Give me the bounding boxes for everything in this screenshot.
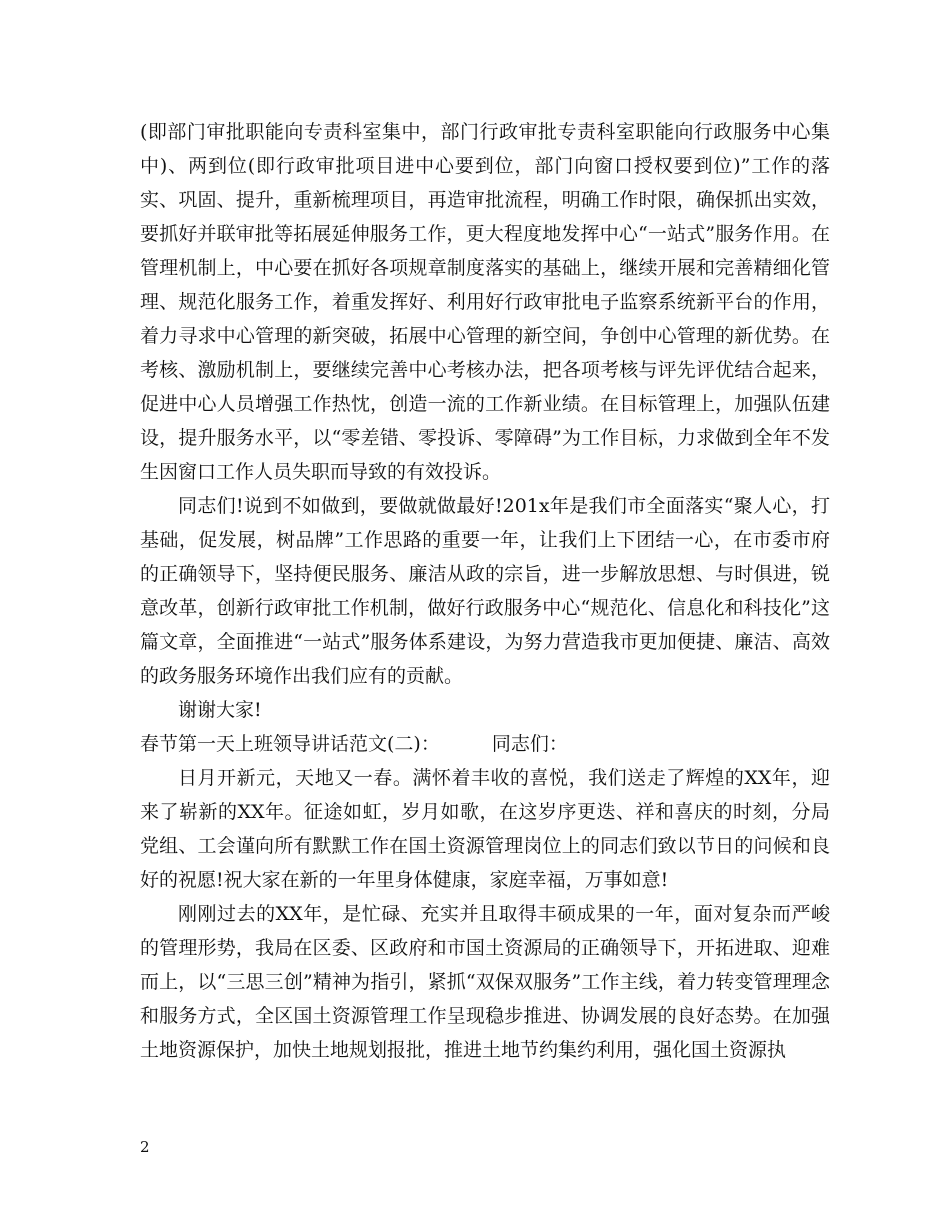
paragraph-4: 日月开新元，天地又一春。满怀着丰收的喜悦，我们送走了辉煌的XX年，迎来了崭新的XX年。征途如虹，岁月如歌，在这岁序更迭、祥和喜庆的时刻，分局党组、工会谨向所有默默工作在国土资源管理岗位上的同志们致以节日的问候和良好的祝愿!祝大家在新的一年里身体健康，家庭幸福，万事如意! <box>140 767 830 891</box>
paragraph-1: (即部门审批职能向专责科室集中，部门行政审批专责科室职能向行政服务中心集中)、两到位(即行政审批项目进中心要到位，部门向窗口授权要到位)”工作的落实、巩固、提升，重新梳理项目，再造审批流程，明确工作时限，确保抓出实效，要抓好并联审批等拓展延伸服务工作，更大程度地发挥中心“一站式”服务作用。在管理机制上，中心要在抓好各项规章制度落实的基础上，继续开展和完善精细化管理、规范化服务工作，着重发挥好、利用好行政审批电子监察系统新平台的作用，着力寻求中心管理的新突破，拓展中心管理的新空间，争创中心管理的新优势。在考核、激励机制上，要继续完善中心考核办法，把各项考核与评先评优结合起来，促进中心人员增强工作热忱，创造一流的工作新业绩。在目标管理上，加强队伍建设，提升服务水平，以“零差错、零投诉、零障碍”为工作目标，力求做到全年不发生因窗口工作人员失职而导致的有效投诉。 <box>140 121 830 483</box>
section-heading-line <box>140 727 830 761</box>
document-body <box>140 115 830 1067</box>
section-heading: 春节第一天上班领导讲话范文(二)： <box>140 733 440 755</box>
page-number: 2 <box>140 1138 150 1156</box>
paragraph-2: 同志们!说到不如做到，要做就做最好!201x年是我们市全面落实“聚人心，打基础，促发展，树品牌”工作思路的重要一年，让我们上下团结一心，在市委市府的正确领导下，坚持便民服务、廉洁从政的宗旨，进一步解放思想、与时俱进，锐意改革，创新行政审批工作机制，做好行政服务中心“规范化、信息化和科技化”这篇文章，全面推进“一站式”服务体系建设，为努力营造我市更加便捷、廉洁、高效的政务服务环境作出我们应有的贡献。 <box>140 495 830 687</box>
paragraph-5: 刚刚过去的XX年，是忙碌、充实并且取得丰硕成果的一年，面对复杂而严峻的管理形势，我局在区委、区政府和市国土资源局的正确领导下，开拓进取、迎难而上，以“三思三创”精神为指引，紧抓“双保双服务”工作主线，着力转变管理理念和服务方式，全区国土资源管理工作呈现稳步推进、协调发展的良好态势。在加强土地资源保护，加快土地规划报批，推进土地节约集约利用，强化国土资源执 <box>140 903 830 1061</box>
paragraph-thanks: 谢谢大家! <box>178 699 262 721</box>
salutation: 同志们： <box>491 733 568 755</box>
